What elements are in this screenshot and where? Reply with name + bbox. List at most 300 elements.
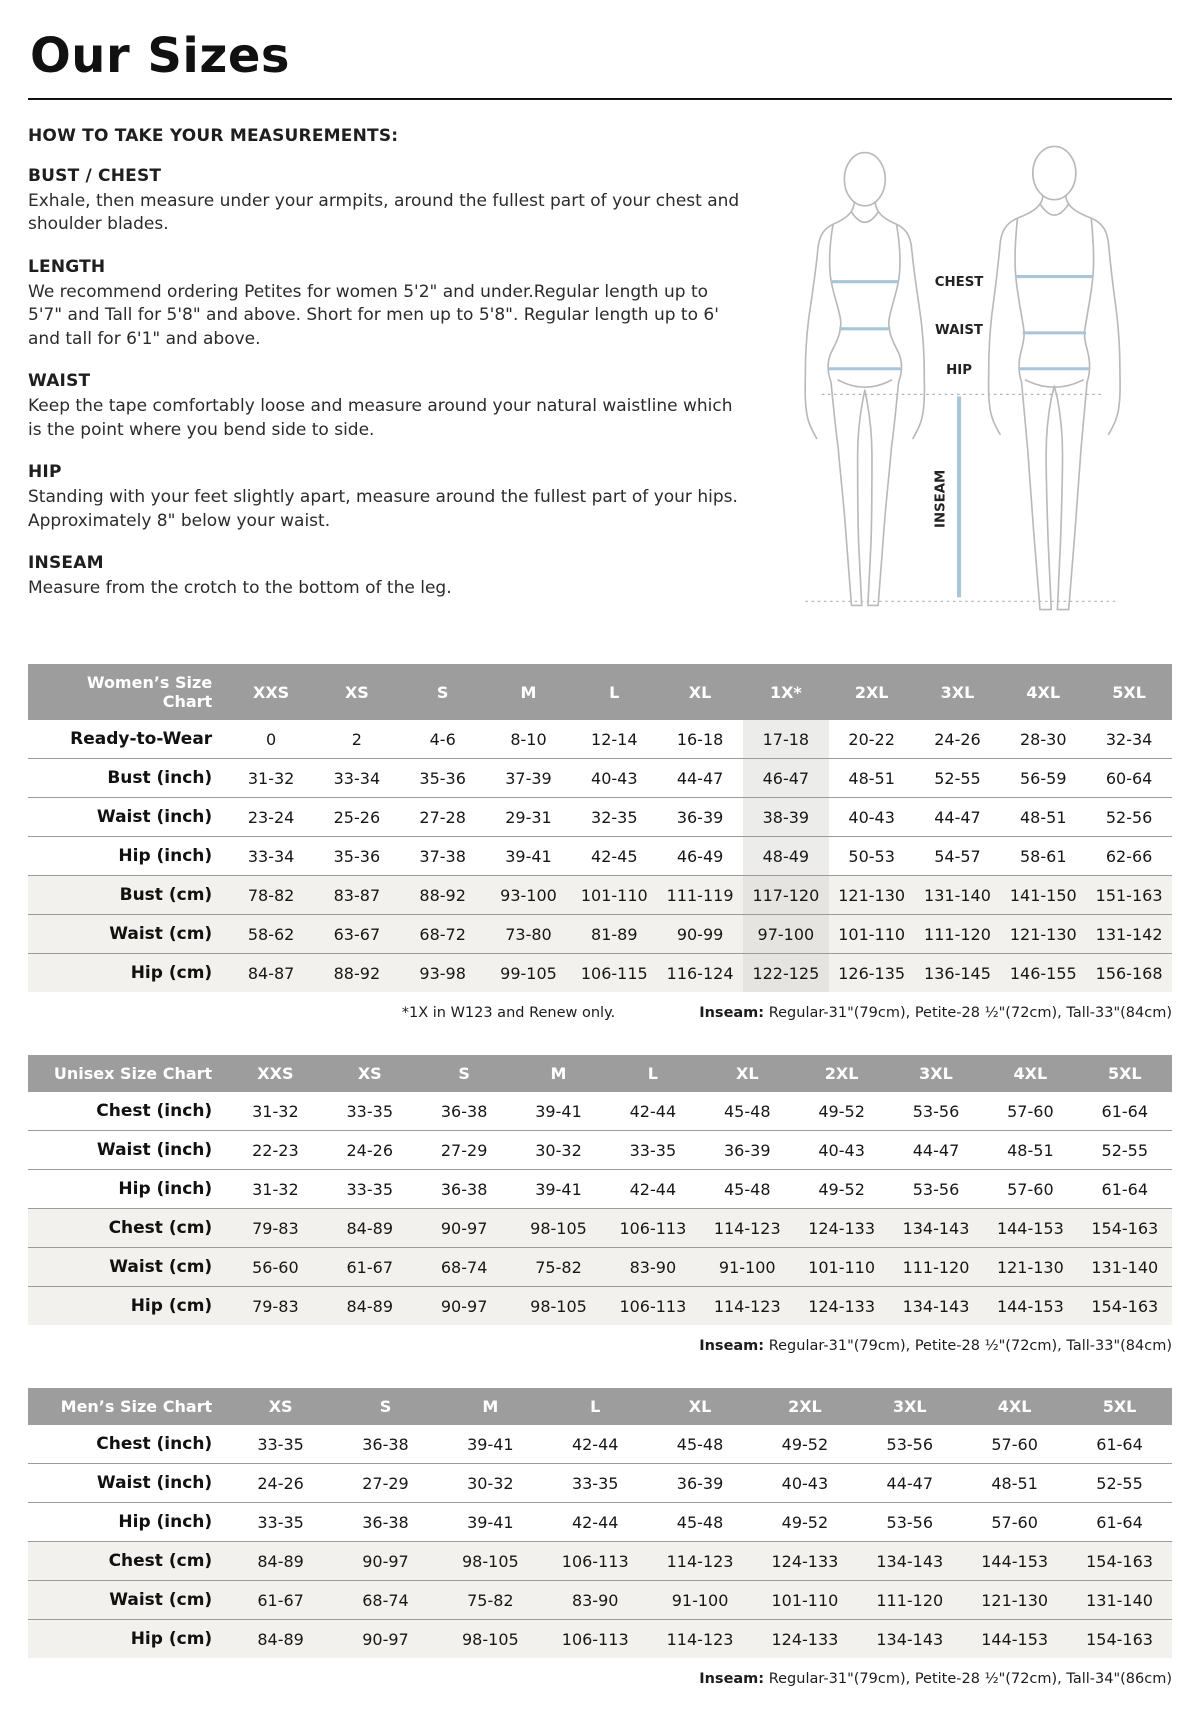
size-cell: 56-59 (1020, 768, 1067, 788)
column-header: XS (314, 664, 400, 720)
size-cell: 84-89 (323, 1287, 417, 1326)
size-cell: 90-97 (333, 1542, 438, 1581)
size-cell: 53-56 (912, 1179, 960, 1199)
size-cell: 106-115 (571, 954, 657, 993)
column-header: 4XL (983, 1055, 1077, 1092)
row-label-cell: Chest (cm) (28, 1209, 228, 1248)
size-cell: 39-41 (467, 1512, 514, 1532)
size-cell: 58-62 (228, 915, 314, 954)
size-cell: 48-49 (743, 837, 829, 876)
table-row (28, 1248, 1172, 1287)
header-row (28, 1388, 1172, 1425)
size-cell: 25-26 (333, 807, 381, 827)
size-cell: 24-26 (257, 1473, 304, 1493)
size-cell: 121-130 (983, 1248, 1077, 1287)
size-cell: 40-43 (591, 768, 638, 788)
table-row (28, 1209, 1172, 1248)
size-cell: 52-56 (1105, 807, 1153, 827)
womens-size-chart-section (28, 664, 1172, 1021)
size-cell: 57-60 (1007, 1101, 1054, 1121)
table-row (28, 1170, 1172, 1209)
size-cell: 154-163 (1067, 1542, 1172, 1581)
size-cell: 88-92 (400, 876, 486, 915)
size-cell: 101-110 (829, 915, 915, 954)
size-cell: 75-82 (438, 1581, 543, 1620)
table-row (28, 720, 1172, 759)
size-cell: 116-124 (657, 954, 743, 993)
size-cell: 24-26 (346, 1140, 393, 1160)
size-cell: 33-35 (257, 1512, 304, 1532)
size-cell: 62-66 (1105, 846, 1153, 866)
size-cell: 79-83 (228, 1209, 322, 1248)
size-cell: 151-163 (1086, 876, 1172, 915)
section-heading-length: LENGTH (28, 256, 106, 277)
size-cell: 98-105 (511, 1209, 605, 1248)
section-heading-bust-chest: BUST / CHEST (28, 166, 162, 186)
mens-size-chart-section (28, 1388, 1172, 1687)
column-header: 2XL (752, 1388, 857, 1425)
section-heading-inseam: INSEAM (28, 553, 104, 574)
size-cell: 97-100 (743, 915, 829, 954)
size-cell: 93-100 (486, 876, 572, 915)
column-header: L (571, 664, 657, 720)
table-row (28, 759, 1172, 798)
body-measurement-diagram (761, 124, 1161, 634)
size-cell: 134-143 (889, 1209, 983, 1248)
column-header: 1X* (743, 664, 829, 720)
how-to-heading: HOW TO TAKE YOUR MEASUREMENTS: (28, 126, 399, 146)
row-label-cell: Bust (cm) (28, 876, 228, 915)
size-cell: 61-64 (1101, 1179, 1149, 1199)
size-cell: 144-153 (962, 1542, 1067, 1581)
size-cell: 46-47 (743, 759, 829, 798)
size-cell: 44-47 (934, 807, 981, 827)
size-cell: 114-123 (648, 1620, 753, 1659)
size-cell: 30-32 (535, 1140, 582, 1160)
section-body-hip: Standing with your feet slightly apart, measure around the fullest part of your hips. Approximately 8" below your waist. (28, 487, 738, 531)
waist-label: WAIST (935, 322, 984, 338)
column-header: L (543, 1388, 648, 1425)
section-body-bust-chest: Exhale, then measure under your armpits, around the fullest part of your chest and shoulder blades. (28, 191, 740, 235)
table-row (28, 876, 1172, 915)
size-cell: 17-18 (743, 720, 829, 759)
size-cell: 36-38 (440, 1101, 488, 1121)
size-cell: 53-56 (912, 1101, 960, 1121)
column-header: M (486, 664, 572, 720)
womens-inseam-note: Inseam: Regular-31"(79cm), Petite-28 ½"(72cm), Tall-33"(84cm) (699, 1005, 1172, 1021)
column-header: 2XL (794, 1055, 888, 1092)
size-cell: 32-34 (1105, 729, 1153, 749)
size-cell: 61-67 (323, 1248, 417, 1287)
man-figure (989, 146, 1121, 609)
size-cell: 121-130 (1000, 915, 1086, 954)
size-cell: 84-89 (228, 1620, 333, 1659)
size-cell: 22-23 (252, 1140, 299, 1160)
section-body-inseam: Measure from the crotch to the bottom of the leg. (28, 578, 452, 599)
table-row (28, 837, 1172, 876)
womens-footnote (28, 1005, 1172, 1021)
section-body-length: We recommend ordering Petites for women 5'2" and under.Regular length up to 5'7" and Tall for 5'8" and above. Short for men up to 5'8". Regular length up to 6' and tall for 6'1" and above. (28, 281, 719, 349)
mens-footnote (28, 1671, 1172, 1687)
section-body-waist: Keep the tape comfortably loose and measure around your natural waistline which is the point where you bend side to side. (28, 396, 733, 440)
size-cell: 0 (265, 729, 277, 749)
size-cell: 39-41 (505, 846, 552, 866)
size-cell: 48-51 (991, 1473, 1038, 1493)
size-cell: 57-60 (991, 1434, 1038, 1454)
size-cell: 46-49 (676, 846, 724, 866)
size-cell: 33-35 (346, 1179, 393, 1199)
size-cell: 33-35 (571, 1473, 619, 1493)
size-cell: 48-51 (1007, 1140, 1054, 1160)
size-cell: 49-52 (818, 1101, 865, 1121)
section-heading-hip: HIP (28, 462, 62, 483)
size-cell: 111-119 (657, 876, 743, 915)
size-cell: 8-10 (510, 729, 547, 749)
row-label-cell: Waist (inch) (96, 1473, 213, 1493)
row-label-cell: Chest (inch) (96, 1434, 213, 1454)
size-cell: 29-31 (505, 807, 552, 827)
size-cell: 93-98 (400, 954, 486, 993)
size-cell: 42-44 (629, 1179, 677, 1199)
size-cell: 68-72 (400, 915, 486, 954)
womens-1x-note: *1X in W123 and Renew only. (401, 1005, 616, 1021)
size-cell: 63-67 (314, 915, 400, 954)
size-cell: 61-64 (1096, 1434, 1143, 1454)
unisex-footnote (28, 1338, 1172, 1354)
size-cell: 33-35 (346, 1101, 393, 1121)
size-cell: 156-168 (1086, 954, 1172, 993)
column-header: 5XL (1067, 1388, 1172, 1425)
size-cell: 24-26 (934, 729, 981, 749)
row-label-cell: Hip (cm) (28, 1620, 228, 1659)
size-cell: 101-110 (752, 1581, 857, 1620)
size-cell: 39-41 (467, 1434, 514, 1454)
header-row (28, 1055, 1172, 1092)
column-header: M (438, 1388, 543, 1425)
unisex-inseam-note: Inseam: Regular-31"(79cm), Petite-28 ½"(72cm), Tall-33"(84cm) (699, 1338, 1172, 1354)
size-cell: 124-133 (794, 1209, 888, 1248)
row-label-cell: Hip (inch) (118, 846, 213, 866)
size-cell: 50-53 (848, 846, 895, 866)
row-label-cell: Waist (inch) (96, 807, 213, 827)
section-heading-waist: WAIST (28, 371, 91, 392)
size-cell: 136-145 (915, 954, 1001, 993)
size-cell: 61-67 (228, 1581, 333, 1620)
size-cell: 91-100 (700, 1248, 794, 1287)
size-cell: 124-133 (752, 1542, 857, 1581)
size-cell: 16-18 (676, 729, 724, 749)
size-cell: 106-113 (606, 1209, 700, 1248)
size-cell: 28-30 (1020, 729, 1067, 749)
size-cell: 53-56 (886, 1512, 934, 1532)
page-title: Our Sizes (30, 28, 290, 84)
size-cell: 42-44 (629, 1101, 677, 1121)
size-cell: 31-32 (252, 1179, 299, 1199)
size-cell: 35-36 (419, 768, 466, 788)
size-cell: 91-100 (648, 1581, 753, 1620)
column-header: M (511, 1055, 605, 1092)
men-size-table (28, 1388, 1172, 1658)
size-cell: 45-48 (676, 1512, 724, 1532)
row-label-cell: Hip (cm) (28, 1287, 228, 1326)
unisex-size-table (28, 1055, 1172, 1325)
hip-label: HIP (946, 362, 972, 378)
size-cell: 75-82 (511, 1248, 605, 1287)
table-row (28, 1092, 1172, 1131)
size-cell: 146-155 (1000, 954, 1086, 993)
size-cell: 40-43 (818, 1140, 865, 1160)
size-cell: 90-97 (333, 1620, 438, 1659)
size-cell: 106-113 (543, 1620, 648, 1659)
size-cell: 111-120 (889, 1248, 983, 1287)
size-cell: 12-14 (591, 729, 638, 749)
size-cell: 27-29 (362, 1473, 409, 1493)
table-row (28, 1620, 1172, 1659)
size-cell: 78-82 (228, 876, 314, 915)
size-cell: 35-36 (333, 846, 381, 866)
size-cell: 36-39 (724, 1140, 771, 1160)
size-cell: 99-105 (486, 954, 572, 993)
size-cell: 52-55 (1096, 1473, 1143, 1493)
table-row (28, 1581, 1172, 1620)
size-cell: 111-120 (857, 1581, 962, 1620)
size-cell: 33-35 (629, 1140, 677, 1160)
size-cell: 4-6 (429, 729, 456, 749)
row-label-cell: Chest (inch) (96, 1101, 213, 1121)
size-cell: 90-99 (657, 915, 743, 954)
size-cell: 88-92 (314, 954, 400, 993)
size-cell: 40-43 (781, 1473, 829, 1493)
size-cell: 33-35 (257, 1434, 304, 1454)
size-cell: 144-153 (983, 1287, 1077, 1326)
size-cell: 134-143 (889, 1287, 983, 1326)
size-cell: 83-90 (606, 1248, 700, 1287)
row-label-cell: Ready-to-Wear (70, 729, 213, 749)
size-cell: 134-143 (857, 1620, 962, 1659)
column-header: S (333, 1388, 438, 1425)
table-row (28, 798, 1172, 837)
column-header: S (400, 664, 486, 720)
title-divider (28, 98, 1172, 100)
size-cell: 68-74 (333, 1581, 438, 1620)
size-cell: 39-41 (535, 1179, 582, 1199)
table-row (28, 1503, 1172, 1542)
size-cell: 37-39 (505, 768, 552, 788)
size-cell: 83-90 (543, 1581, 648, 1620)
size-cell: 84-89 (323, 1209, 417, 1248)
size-cell: 44-47 (676, 768, 724, 788)
size-cell: 27-28 (419, 807, 466, 827)
size-cell: 49-52 (781, 1434, 829, 1454)
size-cell: 154-163 (1078, 1209, 1172, 1248)
table-row (28, 915, 1172, 954)
size-cell: 52-55 (1101, 1140, 1149, 1160)
column-header: XL (648, 1388, 753, 1425)
measurement-figures-illustration (761, 128, 1153, 630)
size-cell: 36-38 (362, 1512, 409, 1532)
row-label-cell: Hip (cm) (28, 954, 228, 993)
row-label-cell: Waist (inch) (96, 1140, 213, 1160)
size-cell: 37-38 (419, 846, 466, 866)
size-cell: 101-110 (571, 876, 657, 915)
size-cell: 36-39 (676, 1473, 724, 1493)
size-cell: 52-55 (934, 768, 981, 788)
row-label-cell: Waist (cm) (28, 915, 228, 954)
size-cell: 60-64 (1105, 768, 1153, 788)
size-cell: 48-51 (848, 768, 895, 788)
size-cell: 101-110 (794, 1248, 888, 1287)
size-cell: 56-60 (228, 1248, 322, 1287)
row-label-cell: Chest (cm) (28, 1542, 228, 1581)
measurement-instructions (28, 124, 743, 634)
size-cell: 81-89 (571, 915, 657, 954)
column-header: 2XL (829, 664, 915, 720)
table-row (28, 1542, 1172, 1581)
size-cell: 114-123 (700, 1287, 794, 1326)
size-cell: 33-34 (333, 768, 381, 788)
column-header: 3XL (889, 1055, 983, 1092)
size-cell: 122-125 (743, 954, 829, 993)
intro-section (28, 124, 1172, 634)
column-header: XXS (228, 1055, 322, 1092)
size-cell: 111-120 (915, 915, 1001, 954)
column-header: L (606, 1055, 700, 1092)
size-cell: 57-60 (1007, 1179, 1054, 1199)
size-cell: 73-80 (486, 915, 572, 954)
size-cell: 144-153 (983, 1209, 1077, 1248)
column-header: 3XL (857, 1388, 962, 1425)
size-cell: 42-44 (571, 1512, 619, 1532)
size-cell: 83-87 (314, 876, 400, 915)
womens-size-chart-table-wrap (28, 664, 1172, 992)
column-header: 5XL (1086, 664, 1172, 720)
size-cell: 48-51 (1020, 807, 1067, 827)
mens-size-chart-table-wrap (28, 1388, 1172, 1658)
size-cell: 20-22 (848, 729, 895, 749)
unisex-size-chart-table-wrap (28, 1055, 1172, 1325)
size-cell: 39-41 (535, 1101, 582, 1121)
column-header: S (417, 1055, 511, 1092)
mens-inseam-note: Inseam: Regular-31"(79cm), Petite-28 ½"(72cm), Tall-34"(86cm) (699, 1671, 1172, 1687)
row-label-cell: Bust (inch) (107, 768, 213, 788)
size-cell: 27-29 (440, 1140, 488, 1160)
unisex-size-chart-section (28, 1055, 1172, 1354)
size-cell: 79-83 (228, 1287, 322, 1326)
column-header: XS (228, 1388, 333, 1425)
row-label-cell: Waist (cm) (28, 1581, 228, 1620)
chest-label: CHEST (934, 274, 984, 290)
table-row (28, 1287, 1172, 1326)
table-row (28, 954, 1172, 993)
size-cell: 121-130 (829, 876, 915, 915)
table-title-cell: Men’s Size Chart (28, 1388, 228, 1425)
size-cell: 117-120 (743, 876, 829, 915)
women-size-table (28, 664, 1172, 992)
table-row (28, 1131, 1172, 1170)
column-header: 4XL (1000, 664, 1086, 720)
inseam-label: INSEAM (933, 469, 949, 528)
size-cell: 38-39 (743, 798, 829, 837)
row-label-cell: Waist (cm) (28, 1248, 228, 1287)
size-cell: 98-105 (511, 1287, 605, 1326)
size-cell: 134-143 (857, 1542, 962, 1581)
size-cell: 131-140 (915, 876, 1001, 915)
size-cell: 31-32 (247, 768, 295, 788)
column-header: XL (657, 664, 743, 720)
column-header: 3XL (915, 664, 1001, 720)
size-cell: 45-48 (676, 1434, 724, 1454)
size-cell: 106-113 (606, 1287, 700, 1326)
column-header: 5XL (1078, 1055, 1172, 1092)
size-cell: 44-47 (912, 1140, 960, 1160)
size-cell: 54-57 (934, 846, 981, 866)
table-row (28, 1464, 1172, 1503)
column-header: XL (700, 1055, 794, 1092)
header-row (28, 664, 1172, 720)
size-cell: 30-32 (467, 1473, 514, 1493)
column-header: XS (323, 1055, 417, 1092)
size-cell: 61-64 (1101, 1101, 1149, 1121)
column-header: 4XL (962, 1388, 1067, 1425)
size-cell: 40-43 (848, 807, 895, 827)
size-cell: 61-64 (1096, 1512, 1143, 1532)
size-cell: 124-133 (794, 1287, 888, 1326)
size-cell: 131-142 (1086, 915, 1172, 954)
size-cell: 36-38 (440, 1179, 488, 1199)
size-cell: 98-105 (438, 1542, 543, 1581)
size-cell: 32-35 (591, 807, 638, 827)
size-cell: 53-56 (886, 1434, 934, 1454)
woman-figure (805, 153, 924, 606)
size-cell: 114-123 (648, 1542, 753, 1581)
row-label-cell: Hip (inch) (118, 1179, 213, 1199)
size-cell: 154-163 (1078, 1287, 1172, 1326)
table-title-cell: Unisex Size Chart (28, 1055, 228, 1092)
size-cell: 36-39 (676, 807, 724, 827)
size-cell: 23-24 (247, 807, 295, 827)
size-cell: 31-32 (252, 1101, 299, 1121)
size-cell: 114-123 (700, 1209, 794, 1248)
size-cell: 2 (351, 729, 362, 749)
size-cell: 126-135 (829, 954, 915, 993)
size-cell: 141-150 (1000, 876, 1086, 915)
size-cell: 49-52 (781, 1512, 829, 1532)
size-cell: 144-153 (962, 1620, 1067, 1659)
size-cell: 33-34 (247, 846, 295, 866)
size-cell: 42-44 (571, 1434, 619, 1454)
row-label-cell: Hip (inch) (118, 1512, 213, 1532)
size-cell: 49-52 (818, 1179, 865, 1199)
size-cell: 90-97 (417, 1287, 511, 1326)
size-cell: 45-48 (724, 1179, 771, 1199)
size-cell: 124-133 (752, 1620, 857, 1659)
table-row (28, 1425, 1172, 1464)
size-cell: 121-130 (962, 1581, 1067, 1620)
size-cell: 131-140 (1067, 1581, 1172, 1620)
size-cell: 68-74 (417, 1248, 511, 1287)
size-cell: 90-97 (417, 1209, 511, 1248)
size-cell: 45-48 (724, 1101, 771, 1121)
size-cell: 44-47 (886, 1473, 934, 1493)
size-cell: 131-140 (1078, 1248, 1172, 1287)
size-cell: 106-113 (543, 1542, 648, 1581)
size-cell: 154-163 (1067, 1620, 1172, 1659)
size-cell: 98-105 (438, 1620, 543, 1659)
size-cell: 58-61 (1020, 846, 1067, 866)
size-cell: 36-38 (362, 1434, 409, 1454)
size-cell: 84-89 (228, 1542, 333, 1581)
table-title-cell: Women’s Size Chart (28, 664, 228, 720)
